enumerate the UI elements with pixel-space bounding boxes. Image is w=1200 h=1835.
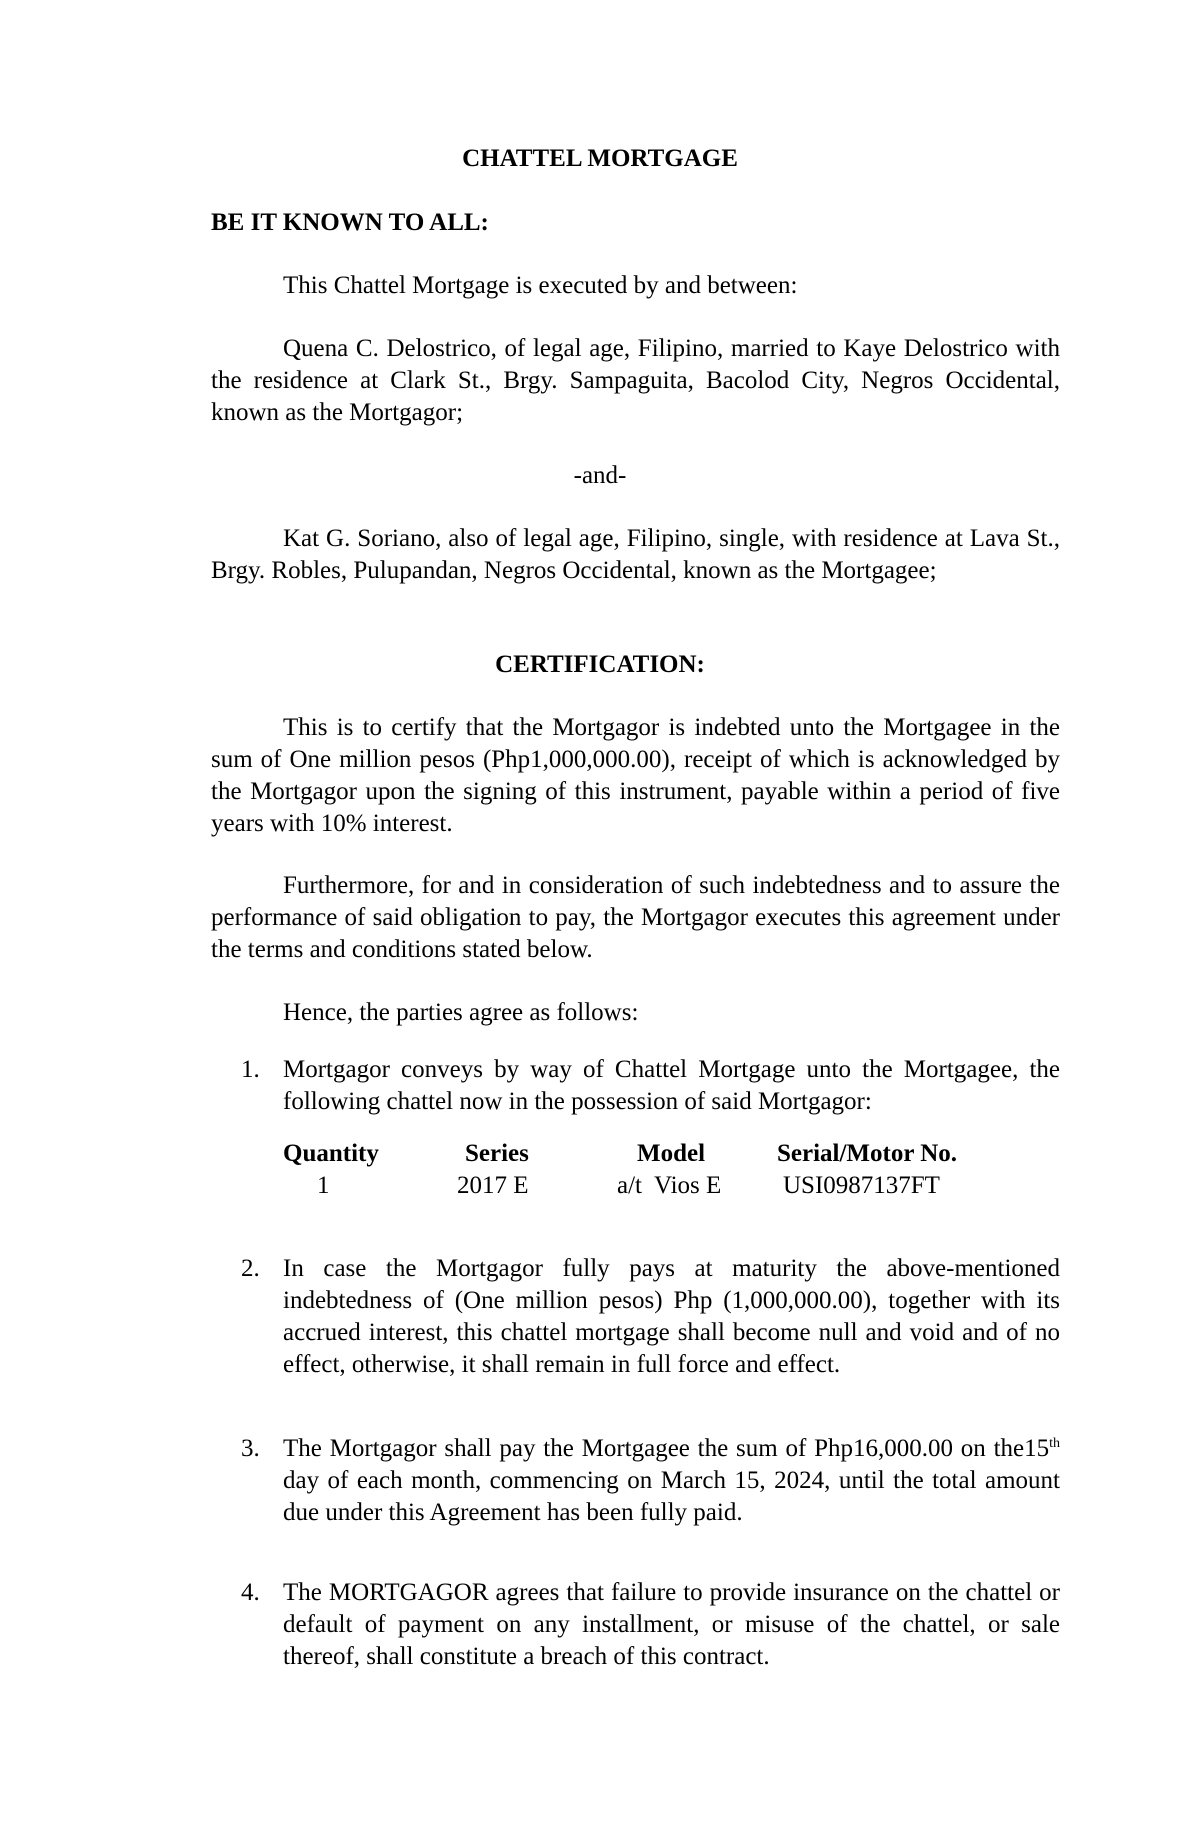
mortgagor-party: Quena C. Delostrico, of legal age, Filipino, married to Kaye Delostrico with the residence at Clark St., Brgy. Sampaguita, Bacolod City, Negros Occidental, known as the Mortgagor; [211, 335, 1060, 426]
table-header: Quantity [283, 1140, 379, 1167]
table-cell: 1 [317, 1172, 330, 1199]
furthermore-paragraph: Furthermore, for and in consideration of such indebtedness and to assure the performance of said obligation to pay, the Mortgagor executes this agreement under the terms and conditions stated below. [211, 872, 1060, 963]
list-item-text: Mortgagor conveys by way of Chattel Mortgage unto the Mortgagee, the following chattel now in the possession of said Mortgagor: [283, 1056, 1060, 1115]
table-header: Model [637, 1140, 706, 1167]
table-header: Series [465, 1140, 529, 1167]
list-item-number: 2. [241, 1255, 260, 1282]
list-item-number: 4. [241, 1579, 260, 1606]
certification-heading: CERTIFICATION: [495, 651, 705, 678]
list-item-text: In case the Mortgagor fully pays at maturity the above-mentioned indebtedness of (One million pesos) Php (1,000,000.00), together with its accrued interest, this chattel mortgage shall become null and void and of no effect, otherwise, it shall remain in full force and effect. [283, 1255, 1060, 1378]
intro-line: This Chattel Mortgage is executed by and between: [283, 272, 798, 299]
mortgagee-party: Kat G. Soriano, also of legal age, Filipino, single, with residence at Lava St., Brgy. Robles, Pulupandan, Negros Occidental, known as the Mortgagee; [211, 525, 1060, 584]
item-text-part: day of each month, commencing on March 15, 2024, until the total amount due under this Agreement has been fully paid. [283, 1467, 1060, 1526]
hence-line: Hence, the parties agree as follows: [283, 999, 639, 1026]
and-separator: -and- [573, 462, 627, 489]
certification-paragraph: This is to certify that the Mortgagor is indebted unto the Mortgagee in the sum of One million pesos (Php1,000,000.00), receipt of which is acknowledged by the Mortgagor upon the signing of this instrument, payable within a period of five years with 10% interest. [211, 714, 1060, 837]
known-heading: BE IT KNOWN TO ALL: [211, 209, 489, 236]
table-header: Serial/Motor No. [777, 1140, 958, 1167]
table-cell: a/t Vios E [617, 1172, 722, 1199]
item-text-part: The Mortgagor shall pay the Mortgagee the sum of Php16,000.00 on the15 [283, 1435, 1050, 1462]
table-cell: USI0987137FT [783, 1172, 940, 1199]
ordinal-superscript: th [1049, 1436, 1060, 1451]
document-title: CHATTEL MORTGAGE [462, 145, 738, 172]
table-cell: 2017 E [457, 1172, 529, 1199]
list-item-text [283, 1433, 1060, 1529]
list-item-text: The MORTGAGOR agrees that failure to provide insurance on the chattel or default of payment on any installment, or misuse of the chattel, or sale thereof, shall constitute a breach of this contract. [283, 1579, 1060, 1670]
list-item-number: 3. [241, 1435, 260, 1462]
list-item-number: 1. [241, 1056, 260, 1083]
